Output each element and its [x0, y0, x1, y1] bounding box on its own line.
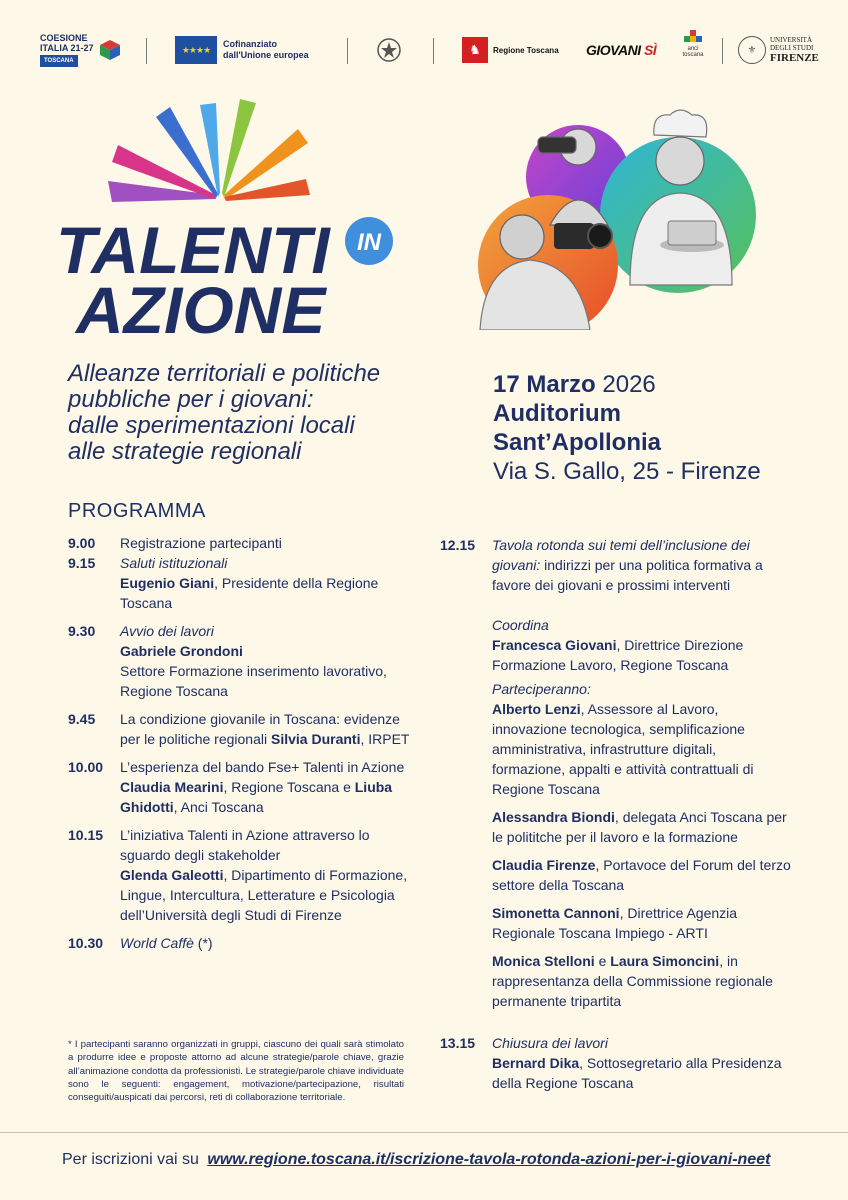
- program-time: 9.00: [68, 535, 96, 551]
- unifi-line2: DEGLI STUDI: [770, 44, 814, 52]
- program-session-title: Tavola rotonda sui temi dell’inclusione dei giovani:: [492, 537, 750, 573]
- speaker-role: Settore Formazione inserimento lavorativo, Regione Toscana: [120, 663, 387, 699]
- italian-republic-emblem-icon: [376, 30, 402, 70]
- event-venue-line2: Sant’Apollonia: [493, 429, 661, 456]
- program-item: [68, 533, 418, 553]
- subtitle-line3: dalle sperimentazioni locali: [68, 412, 355, 439]
- speaker-role: , Direttrice Agenzia Regionale Toscana Impiego - ARTI: [492, 905, 738, 941]
- subtitle-line2: pubbliche per i giovani:: [68, 386, 314, 413]
- eu-line1: Cofinanziato: [223, 39, 277, 49]
- speaker-role: , delegata Anci Toscana per le polititche per il lavoro e la formazione: [492, 809, 787, 845]
- event-venue-line1: Auditorium: [493, 400, 621, 427]
- program-time: 10.15: [68, 827, 104, 843]
- registration-link[interactable]: www.regione.toscana.it/iscrizione-tavola-rotonda-azioni-per-i-giovani-neet: [207, 1151, 771, 1168]
- talenti-in-azione-logo: [40, 95, 440, 345]
- footer-divider: [0, 1132, 848, 1133]
- footer-lead: Per iscrizioni vai su: [62, 1151, 199, 1168]
- speaker-name: Alberto Lenzi: [492, 701, 581, 717]
- registration-footer: [62, 1151, 770, 1169]
- event-date: 17 Marzo: [493, 371, 596, 398]
- program-item: [68, 933, 418, 953]
- program-time: 10.00: [68, 759, 104, 775]
- program-item: [68, 553, 418, 613]
- giovani-si-logo: [586, 30, 656, 70]
- unifi-logo: [738, 30, 819, 70]
- speaker-name: Eugenio Giani: [120, 575, 215, 591]
- speaker-role: , Portavoce del Forum del terzo settore della Toscana: [492, 857, 791, 893]
- coesione-line1: COESIONE: [40, 33, 88, 43]
- speaker-name: Alessandra Biondi: [492, 809, 615, 825]
- program-text: Registrazione partecipanti: [120, 535, 282, 551]
- speaker-role: , Anci Toscana: [173, 799, 264, 815]
- speaker-name: Monica Stelloni: [492, 953, 595, 969]
- program-item: [68, 621, 418, 701]
- pegasus-icon: ♞: [462, 37, 488, 63]
- logo-divider: [146, 38, 147, 64]
- eu-line2: dall'Unione europea: [223, 50, 309, 60]
- logo-divider: [722, 38, 723, 64]
- speaker-name: Claudia Firenze: [492, 857, 596, 873]
- footnote: * I partecipanti saranno organizzati in gruppi, ciascuno dei quali sarà stimolato a produrre idee e proposte attorno ad alcune strategie/parole chiave, grazie all’animazione condotta da professionisti. Le strategie/parole chiave individuate sono le seguenti: engagement, motivazione/partecipazione, risultati conseguiti/auspicati dai percorsi, reti di collaborazione territoriale.: [68, 1039, 404, 1104]
- coordinator-label: Coordina: [492, 617, 549, 633]
- brand-word-azione: AZIONE: [76, 273, 326, 345]
- subtitle-line1: Alleanze territoriali e politiche: [68, 360, 381, 387]
- program-session-title: World Caffè: [120, 935, 194, 951]
- program-session-title: Saluti istituzionali: [120, 555, 228, 571]
- event-year: 2026: [602, 371, 656, 398]
- program-item: [68, 709, 418, 749]
- anci-cross-icon: [682, 30, 704, 46]
- participants-label: Parteciperanno:: [492, 681, 591, 697]
- logo-divider: [347, 38, 348, 64]
- program-session-title: Chiusura dei lavori: [492, 1035, 608, 1051]
- regione-toscana-logo: [462, 30, 559, 70]
- program-right-column: [440, 535, 792, 1093]
- fan-rays-icon: [108, 99, 310, 202]
- speaker-role: e: [594, 953, 611, 969]
- program-time: 12.15: [440, 537, 476, 553]
- youth-photo-collage: [470, 105, 770, 330]
- event-subtitle: [68, 361, 428, 465]
- university-seal-icon: ⚜: [738, 36, 766, 64]
- speaker-role: , IRPET: [360, 731, 410, 747]
- program-text: L’iniziativa Talenti in Azione attraverso lo sguardo degli stakeholder: [120, 827, 370, 863]
- brand-badge-in: IN: [357, 229, 381, 256]
- speaker-name: Claudia Mearini: [120, 779, 224, 795]
- coesione-region: TOSCANA: [40, 55, 78, 67]
- si-word: SÌ: [643, 42, 657, 58]
- program-item: [440, 1033, 792, 1093]
- program-left-column: [68, 533, 418, 953]
- logo-strip: [0, 0, 848, 100]
- program-text: L’esperienza del bando Fse+ Talenti in Azione: [120, 759, 405, 775]
- speaker-name: Glenda Galeotti: [120, 867, 224, 883]
- regione-label: Regione Toscana: [493, 45, 559, 55]
- anci-word: anci: [687, 46, 699, 52]
- unifi-line3: FIRENZE: [770, 52, 819, 64]
- speaker-name: Liuba Ghidotti: [120, 779, 393, 815]
- program-time: 13.15: [440, 1035, 476, 1051]
- speaker-role: , Sottosegretario alla Presidenza della Regione Toscana: [492, 1055, 782, 1091]
- speaker-role: , Dipartimento di Formazione, Lingue, Intercultura, Letterature e Psicologia dell’Università degli Studi di Firenze: [120, 867, 408, 923]
- speaker-role: , Presidente della Regione Toscana: [120, 575, 379, 611]
- speaker-role: , in rappresentanza della Commissione regionale permanente tripartita: [492, 953, 773, 1009]
- subtitle-line4: alle strategie regionali: [68, 438, 302, 465]
- coesione-line2: ITALIA 21-27: [40, 43, 94, 53]
- footnote-mark: (*): [193, 935, 213, 951]
- program-item: [68, 825, 418, 925]
- event-info: [493, 370, 761, 486]
- anci-toscana-logo: [682, 30, 704, 70]
- program-item: [68, 757, 418, 817]
- program-time: 10.30: [68, 935, 104, 951]
- program-item: [440, 535, 792, 1011]
- speaker-name: Gabriele Grondoni: [120, 643, 243, 659]
- program-text: La condizione giovanile in Toscana: evidenze per le politiche regionali: [120, 711, 400, 747]
- program-time: 9.30: [68, 623, 96, 639]
- speaker-name: Laura Simoncini: [610, 953, 720, 969]
- program-time: 9.15: [68, 555, 96, 571]
- speaker-role: , Assessore al Lavoro, innovazione tecnologica, semplificazione amministrativa, infrastrutture digitali, formazione, appalti e attività contrattuali di Regione Toscana: [492, 701, 754, 797]
- speaker-name: Silvia Duranti: [270, 731, 361, 747]
- giovani-word: GIOVANI: [586, 42, 641, 58]
- event-address: Via S. Gallo, 25 - Firenze: [493, 458, 761, 485]
- anci-region: toscana: [682, 52, 704, 58]
- brand-word-talenti: TALENTI: [56, 213, 330, 287]
- logo-divider: [433, 38, 434, 64]
- speaker-name: Simonetta Cannoni: [492, 905, 620, 921]
- program-time: 9.45: [68, 711, 96, 727]
- coesione-cube-icon: [98, 38, 122, 62]
- coesione-italia-logo: [40, 30, 122, 70]
- speaker-role: , Regione Toscana e: [223, 779, 355, 795]
- program-session-title: Avvio dei lavori: [120, 623, 214, 639]
- eu-flag-icon: ★★★★: [175, 36, 217, 64]
- program-text: indirizzi per una politica formativa a favore dei giovani e prossimi interventi: [492, 557, 763, 593]
- speaker-name: Bernard Dika: [492, 1055, 580, 1071]
- unifi-line1: UNIVERSITÀ: [770, 36, 812, 44]
- eu-logo: [175, 30, 309, 70]
- speaker-role: , Direttrice Direzione Formazione Lavoro, Regione Toscana: [492, 637, 744, 673]
- program-title: PROGRAMMA: [68, 500, 206, 522]
- speaker-name: Francesca Giovani: [492, 637, 617, 653]
